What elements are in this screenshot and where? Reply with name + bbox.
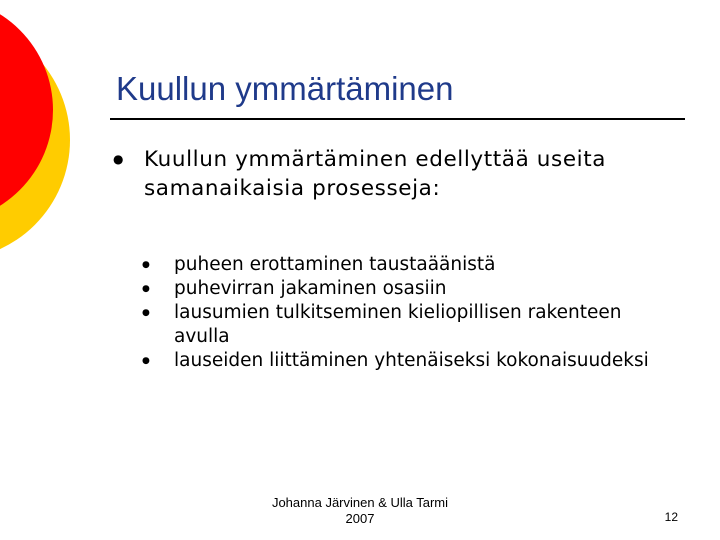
sub-bullet-item xyxy=(142,277,682,301)
footer-year: 2007 xyxy=(345,511,375,526)
bullet-dot-icon: ● xyxy=(142,284,150,294)
page-number: 12 xyxy=(664,510,678,524)
bullet-dot-icon: ● xyxy=(142,356,150,366)
slide-footer xyxy=(240,495,480,527)
slide-title: Kuullun ymmärtäminen xyxy=(116,70,454,107)
bullet-dot-icon: ● xyxy=(142,260,150,270)
sub-bullet-text: lausumien tulkitseminen kieliopillisen rakenteen avulla xyxy=(174,302,622,347)
main-bullet-dot-icon: ● xyxy=(113,152,124,166)
sub-bullet-item xyxy=(142,253,682,277)
footer-author: Johanna Järvinen & Ulla Tarmi xyxy=(271,495,449,510)
sub-bullet-item xyxy=(142,301,682,349)
title-divider xyxy=(110,118,685,120)
decorative-circles xyxy=(0,0,90,300)
bullet-dot-icon: ● xyxy=(142,308,150,318)
sub-bullet-text: puheen erottaminen taustaäänistä xyxy=(174,254,496,275)
sub-bullet-list xyxy=(142,253,682,373)
sub-bullet-text: puhevirran jakaminen osasiin xyxy=(174,278,447,299)
main-bullet-text: Kuullun ymmärtäminen edellyttää useita samanaikaisia prosesseja: xyxy=(144,147,607,201)
sub-bullet-text: lauseiden liittäminen yhtenäiseksi kokonaisuudeksi xyxy=(174,350,649,371)
sub-bullet-item xyxy=(142,349,682,373)
